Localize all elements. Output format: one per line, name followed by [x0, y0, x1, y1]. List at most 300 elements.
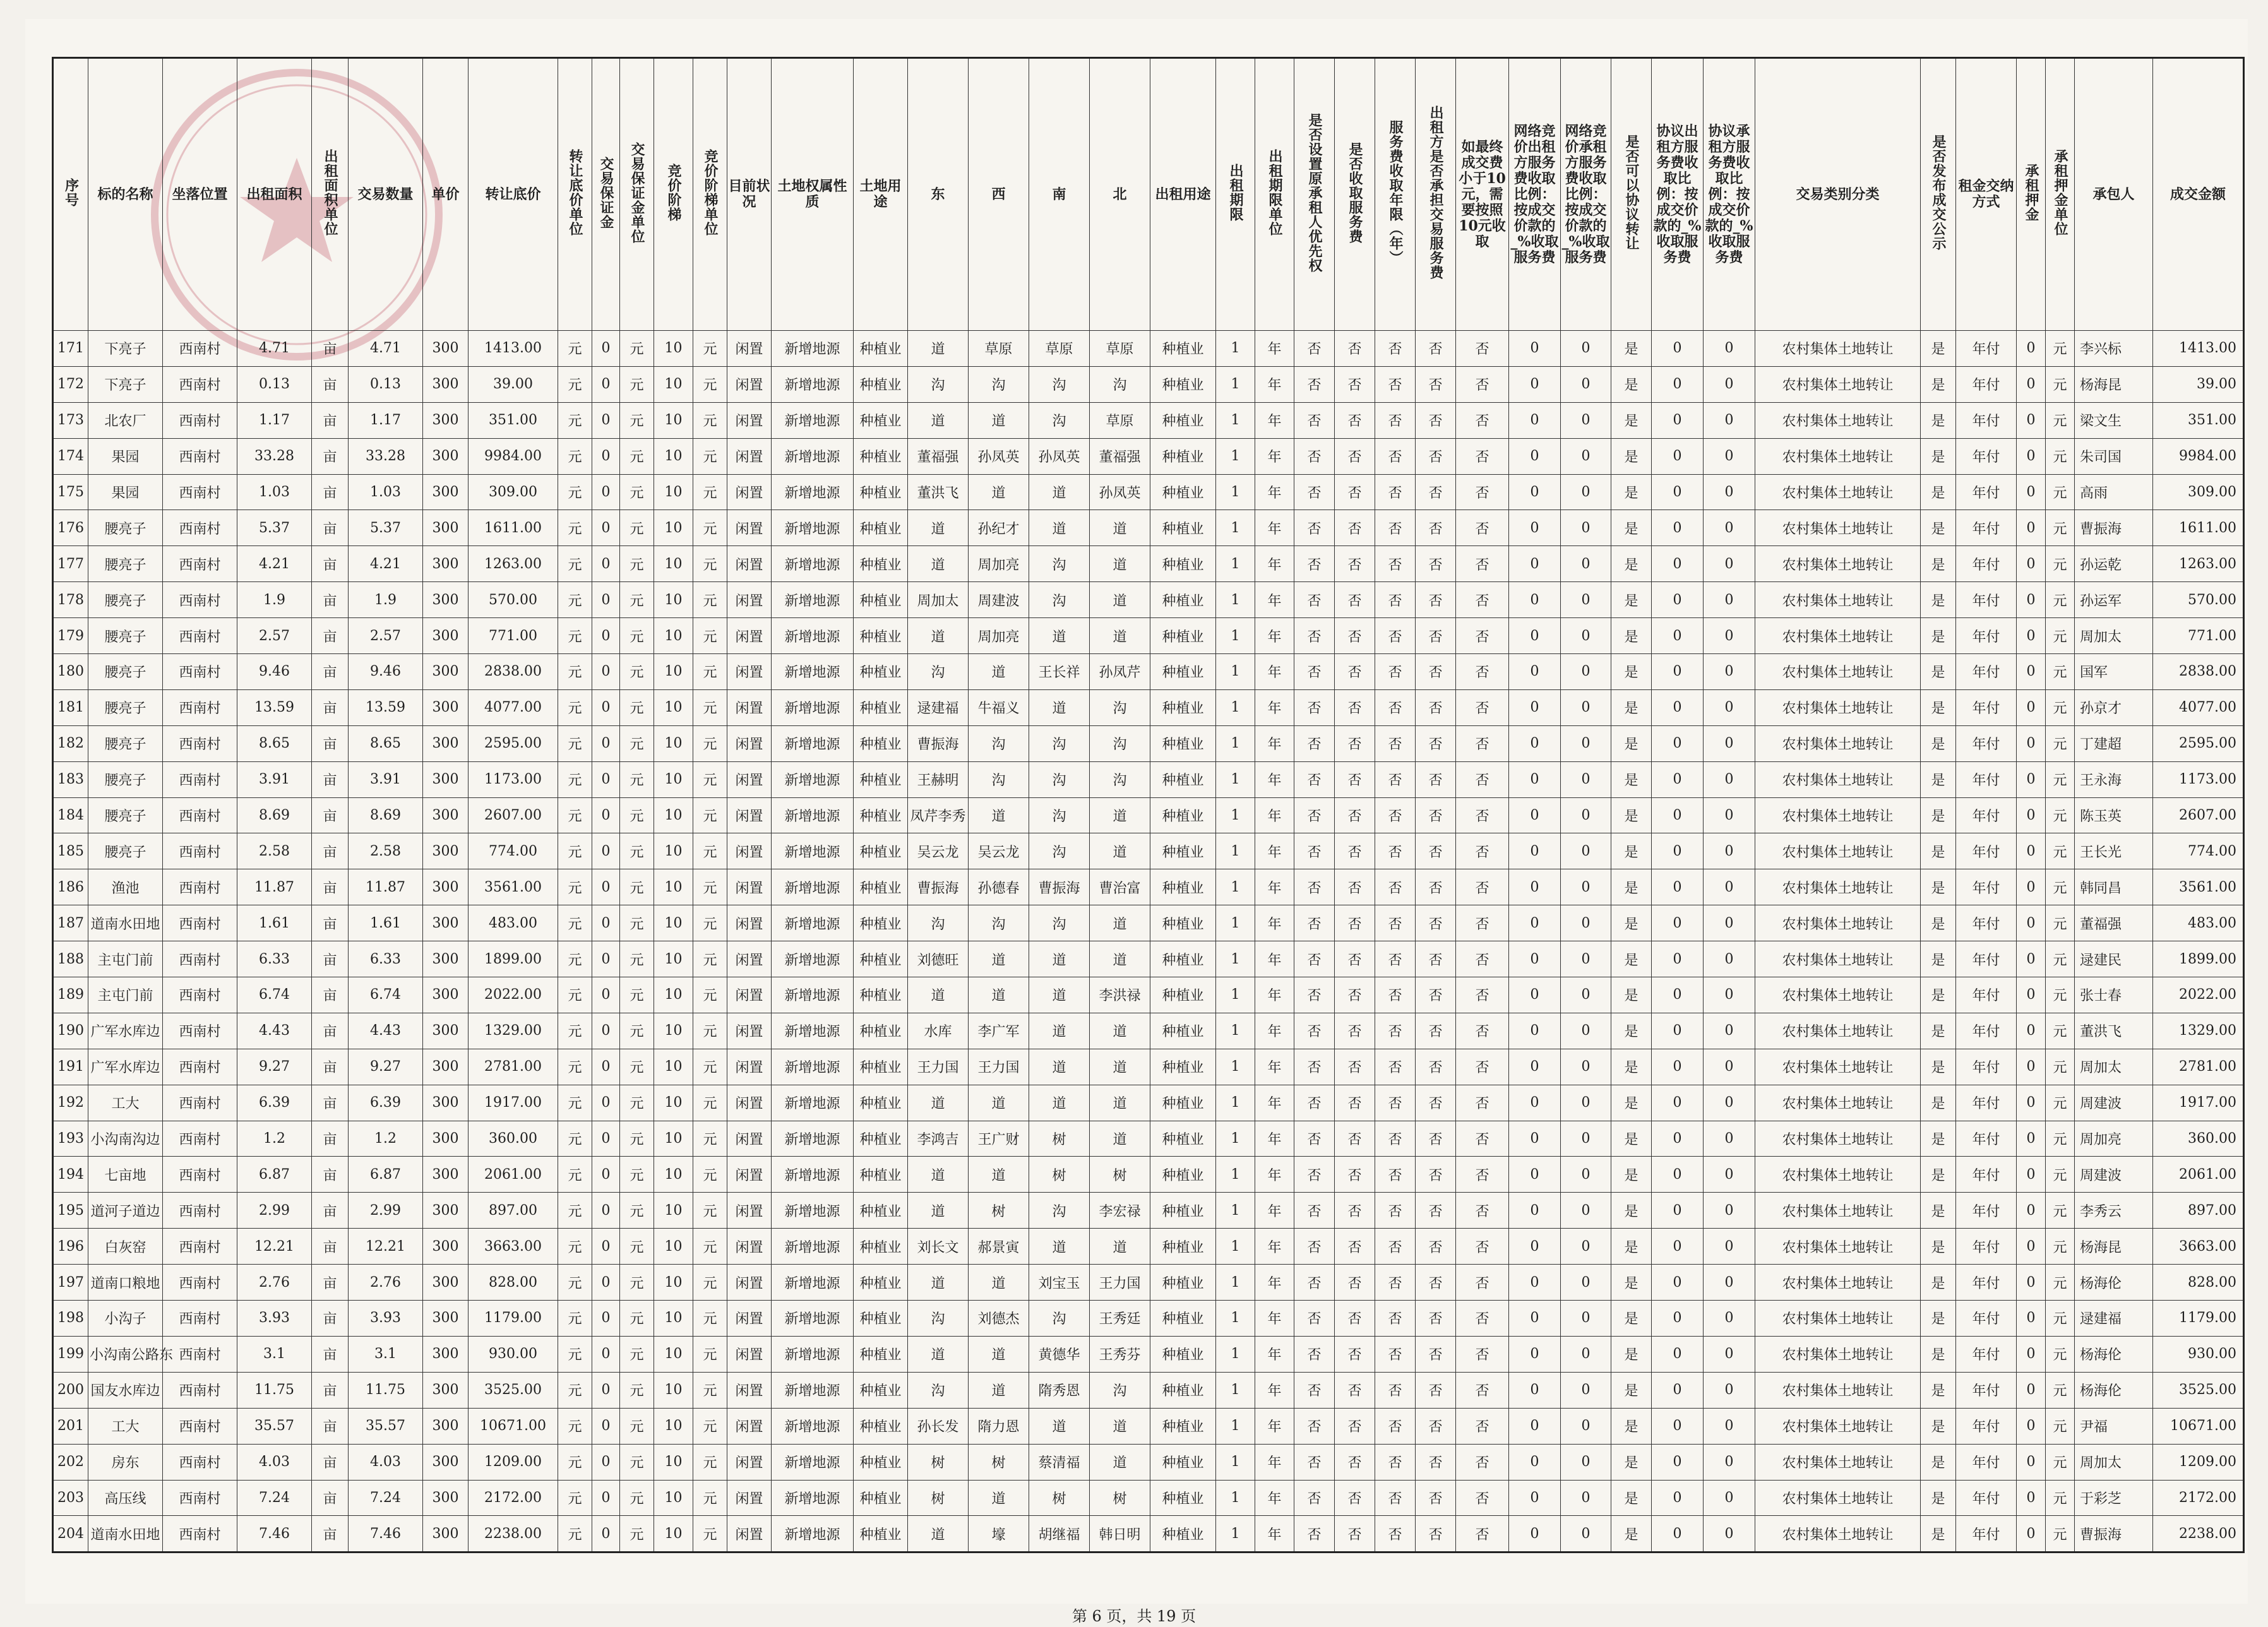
table-cell: 是 [1921, 1121, 1956, 1157]
table-cell: 否 [1416, 1444, 1456, 1480]
table-cell: 300 [423, 1229, 469, 1265]
table-cell: 1 [1216, 1085, 1255, 1121]
table-cell: 2.76 [237, 1265, 312, 1301]
table-cell: 沟 [1029, 582, 1090, 618]
table-cell: 33.28 [237, 438, 312, 474]
table-cell: 道 [908, 402, 969, 438]
column-header-label: 交易保证金单位 [629, 141, 645, 244]
table-cell: 4.71 [237, 331, 312, 367]
table-cell: 1 [1216, 546, 1255, 582]
table-cell: 774.00 [2153, 833, 2244, 869]
table-cell: 董洪飞 [2075, 1013, 2153, 1049]
table-cell: 西南村 [163, 1013, 237, 1049]
table-cell: 是 [1611, 510, 1652, 546]
table-cell: 否 [1294, 1193, 1335, 1229]
column-header-label: 交易保证金 [598, 156, 614, 229]
table-cell: 梁文生 [2075, 402, 2153, 438]
table-cell: 8.65 [349, 725, 423, 761]
table-cell: 828.00 [469, 1265, 558, 1301]
table-cell: 0 [1652, 1408, 1704, 1444]
table-cell: 1 [1216, 510, 1255, 546]
table-cell: 828.00 [2153, 1265, 2244, 1301]
table-cell: 否 [1375, 941, 1416, 977]
table-cell: 0 [592, 1301, 620, 1337]
table-cell: 300 [423, 833, 469, 869]
table-cell: 0 [592, 1265, 620, 1301]
table-cell: 300 [423, 1193, 469, 1229]
table-cell: 是 [1921, 1265, 1956, 1301]
table-body [53, 331, 2244, 1553]
table-cell: 广军水库边 [88, 1049, 163, 1085]
table-cell: 否 [1335, 1480, 1375, 1516]
table-cell: 种植业 [854, 1336, 908, 1372]
table-cell: 道 [1029, 689, 1090, 725]
table-cell: 12.21 [349, 1229, 423, 1265]
table-cell: 种植业 [1150, 905, 1216, 941]
table-cell: 西南村 [163, 1193, 237, 1229]
table-cell: 周加太 [2075, 1444, 2153, 1480]
table-cell: 种植业 [1150, 546, 1216, 582]
table-cell: 闲置 [727, 1336, 772, 1372]
table-cell: 沟 [908, 654, 969, 690]
table-cell: 农村集体土地转让 [1755, 1480, 1921, 1516]
table-cell: 300 [423, 402, 469, 438]
column-header [2017, 58, 2046, 331]
table-cell: 10 [654, 1013, 693, 1049]
table-cell: 0 [592, 474, 620, 510]
table-cell: 0 [592, 654, 620, 690]
table-cell: 元 [2046, 1157, 2075, 1193]
table-cell: 新增地源 [772, 1193, 854, 1229]
table-cell: 否 [1335, 797, 1375, 833]
table-cell: 种植业 [1150, 725, 1216, 761]
table-cell: 否 [1335, 438, 1375, 474]
table-cell: 否 [1294, 1444, 1335, 1480]
column-header-label: 网络竞价出租方服务费收取比例：按成交价款的_%收取服务费 [1510, 122, 1559, 266]
table-cell: 年 [1255, 977, 1294, 1013]
table-cell: 西南村 [163, 654, 237, 690]
table-cell: 树 [969, 1444, 1029, 1480]
table-cell: 300 [423, 1336, 469, 1372]
column-header [1255, 58, 1294, 331]
table-row [53, 1480, 2244, 1516]
table-cell: 种植业 [1150, 1336, 1216, 1372]
table-cell: 0 [592, 1336, 620, 1372]
table-cell: 元 [693, 941, 727, 977]
column-header [558, 58, 592, 331]
table-cell: 年付 [1956, 331, 2017, 367]
table-cell: 否 [1294, 797, 1335, 833]
table-cell: 逯建福 [908, 689, 969, 725]
table-cell: 王秀芬 [1090, 1336, 1150, 1372]
table-cell: 0 [1561, 977, 1611, 1013]
table-cell: 年 [1255, 1085, 1294, 1121]
table-cell: 沟 [908, 366, 969, 402]
table-cell: 年 [1255, 618, 1294, 654]
table-cell: 亩 [312, 1336, 349, 1372]
table-cell: 是 [1921, 618, 1956, 654]
table-cell: 0 [1704, 582, 1755, 618]
table-cell: 道 [1090, 546, 1150, 582]
table-cell: 0 [1652, 366, 1704, 402]
table-cell: 年付 [1956, 869, 2017, 905]
table-cell: 是 [1921, 1085, 1956, 1121]
table-cell: 1179.00 [469, 1301, 558, 1337]
table-cell: 亩 [312, 474, 349, 510]
table-cell: 元 [693, 1121, 727, 1157]
table-cell: 元 [620, 1229, 654, 1265]
table-row [53, 1049, 2244, 1085]
table-cell: 元 [558, 366, 592, 402]
table-cell: 4.21 [237, 546, 312, 582]
table-cell: 182 [53, 725, 88, 761]
table-cell: 是 [1611, 1516, 1652, 1553]
table-cell: 否 [1456, 1229, 1509, 1265]
table-cell: 否 [1375, 1085, 1416, 1121]
table-cell: 元 [558, 1408, 592, 1444]
table-cell: 元 [693, 1336, 727, 1372]
table-cell: 否 [1294, 546, 1335, 582]
table-cell: 否 [1456, 546, 1509, 582]
table-cell: 178 [53, 582, 88, 618]
table-cell: 种植业 [854, 1408, 908, 1444]
table-cell: 果园 [88, 474, 163, 510]
table-cell: 10 [654, 582, 693, 618]
table-cell: 凤芹李秀 [908, 797, 969, 833]
column-header-label: 东 [931, 186, 945, 203]
table-cell: 35.57 [349, 1408, 423, 1444]
table-cell: 300 [423, 1480, 469, 1516]
table-cell: 树 [1090, 1157, 1150, 1193]
table-cell: 否 [1294, 510, 1335, 546]
table-cell: 1 [1216, 1372, 1255, 1408]
table-cell: 1899.00 [469, 941, 558, 977]
table-cell: 否 [1416, 402, 1456, 438]
table-cell: 否 [1375, 1336, 1416, 1372]
table-cell: 种植业 [1150, 941, 1216, 977]
table-cell: 新增地源 [772, 1516, 854, 1553]
table-cell: 否 [1294, 438, 1335, 474]
table-cell: 元 [2046, 546, 2075, 582]
table-cell: 农村集体土地转让 [1755, 1444, 1921, 1480]
table-cell: 10 [654, 941, 693, 977]
column-header-label: 西 [991, 186, 1006, 203]
table-cell: 否 [1335, 402, 1375, 438]
table-cell: 道 [1029, 1049, 1090, 1085]
table-cell: 1.9 [349, 582, 423, 618]
table-cell: 10 [654, 1516, 693, 1553]
table-cell: 1 [1216, 438, 1255, 474]
table-cell: 否 [1294, 1157, 1335, 1193]
table-cell: 道 [1090, 1408, 1150, 1444]
table-cell: 年付 [1956, 1085, 2017, 1121]
table-cell: 否 [1335, 546, 1375, 582]
table-cell: 小沟子 [88, 1301, 163, 1337]
table-cell: 0 [1652, 402, 1704, 438]
table-cell: 腰亮子 [88, 761, 163, 797]
table-cell: 0 [2017, 1121, 2046, 1157]
table-cell: 是 [1611, 1157, 1652, 1193]
table-cell: 是 [1611, 941, 1652, 977]
table-cell: 300 [423, 1013, 469, 1049]
table-cell: 否 [1375, 1157, 1416, 1193]
table-cell: 0 [2017, 689, 2046, 725]
table-cell: 曹振海 [1029, 869, 1090, 905]
table-cell: 360.00 [469, 1121, 558, 1157]
table-cell: 0 [1652, 1121, 1704, 1157]
table-cell: 道 [908, 1265, 969, 1301]
table-cell: 179 [53, 618, 88, 654]
table-cell: 道 [969, 402, 1029, 438]
table-cell: 否 [1294, 869, 1335, 905]
table-cell: 周加亮 [969, 546, 1029, 582]
table-cell: 0 [1704, 1049, 1755, 1085]
table-cell: 否 [1335, 1229, 1375, 1265]
table-cell: 亩 [312, 833, 349, 869]
table-cell: 元 [558, 761, 592, 797]
table-cell: 道 [969, 1085, 1029, 1121]
table-cell: 0 [1561, 1408, 1611, 1444]
table-cell: 腰亮子 [88, 618, 163, 654]
table-cell: 闲置 [727, 1372, 772, 1408]
table-cell: 道 [1029, 1085, 1090, 1121]
table-cell: 300 [423, 1516, 469, 1553]
table-cell: 元 [620, 1336, 654, 1372]
table-cell: 0 [592, 1193, 620, 1229]
table-cell: 否 [1416, 474, 1456, 510]
table-cell: 沟 [908, 905, 969, 941]
table-cell: 2022.00 [2153, 977, 2244, 1013]
table-cell: 农村集体土地转让 [1755, 1516, 1921, 1553]
table-cell: 杨海伦 [2075, 1336, 2153, 1372]
table-cell: 道 [969, 654, 1029, 690]
table-cell: 渔池 [88, 869, 163, 905]
table-cell: 172 [53, 366, 88, 402]
table-cell: 农村集体土地转让 [1755, 546, 1921, 582]
table-cell: 否 [1456, 833, 1509, 869]
table-cell: 否 [1294, 331, 1335, 367]
table-cell: 300 [423, 905, 469, 941]
table-cell: 元 [2046, 1049, 2075, 1085]
table-cell: 196 [53, 1229, 88, 1265]
table-cell: 否 [1456, 1336, 1509, 1372]
table-row [53, 546, 2244, 582]
table-cell: 0 [1704, 1444, 1755, 1480]
table-cell: 房东 [88, 1444, 163, 1480]
table-cell: 新增地源 [772, 797, 854, 833]
table-cell: 新增地源 [772, 941, 854, 977]
table-cell: 工大 [88, 1085, 163, 1121]
column-header-label: 交易类别分类 [1796, 186, 1880, 203]
table-cell: 否 [1375, 1265, 1416, 1301]
table-cell: 2607.00 [469, 797, 558, 833]
table-cell: 种植业 [1150, 654, 1216, 690]
table-cell: 腰亮子 [88, 546, 163, 582]
table-cell: 否 [1335, 1516, 1375, 1553]
column-header-label: 出租期限 [1227, 164, 1244, 222]
table-cell: 6.33 [349, 941, 423, 977]
table-cell: 是 [1921, 1049, 1956, 1085]
table-cell: 树 [1090, 1480, 1150, 1516]
table-cell: 0 [1704, 438, 1755, 474]
table-cell: 种植业 [854, 1013, 908, 1049]
table-cell: 西南村 [163, 941, 237, 977]
table-cell: 元 [2046, 905, 2075, 941]
table-cell: 否 [1375, 833, 1416, 869]
table-cell: 道南水田地 [88, 905, 163, 941]
table-cell: 0 [1561, 402, 1611, 438]
table-cell: 道南水田地 [88, 1516, 163, 1553]
table-cell: 0 [1704, 833, 1755, 869]
table-cell: 否 [1416, 546, 1456, 582]
table-cell: 1173.00 [2153, 761, 2244, 797]
table-cell: 道 [1029, 1013, 1090, 1049]
column-header-label: 土地权属性质 [777, 178, 847, 210]
table-cell: 483.00 [2153, 905, 2244, 941]
table-cell: 0 [1652, 1085, 1704, 1121]
table-cell: 种植业 [1150, 1193, 1216, 1229]
table-cell: 192 [53, 1085, 88, 1121]
table-cell: 否 [1335, 1121, 1375, 1157]
table-cell: 是 [1611, 366, 1652, 402]
table-cell: 沟 [969, 725, 1029, 761]
table-cell: 道 [969, 1265, 1029, 1301]
table-cell: 309.00 [2153, 474, 2244, 510]
table-cell: 0 [1652, 833, 1704, 869]
column-header-label: 竞价阶梯 [665, 164, 682, 222]
table-cell: 0 [1704, 1408, 1755, 1444]
table-cell: 1917.00 [2153, 1085, 2244, 1121]
table-cell: 亩 [312, 797, 349, 833]
table-cell: 8.69 [349, 797, 423, 833]
table-cell: 0 [1509, 366, 1561, 402]
table-cell: 1 [1216, 618, 1255, 654]
table-cell: 否 [1375, 331, 1416, 367]
table-cell: 10 [654, 546, 693, 582]
table-cell: 否 [1456, 654, 1509, 690]
table-cell: 13.59 [237, 689, 312, 725]
table-cell: 道 [969, 977, 1029, 1013]
table-cell: 0 [592, 905, 620, 941]
table-cell: 水库 [908, 1013, 969, 1049]
table-cell: 周加太 [908, 582, 969, 618]
table-row [53, 1301, 2244, 1337]
table-cell: 否 [1375, 761, 1416, 797]
table-cell: 10 [654, 510, 693, 546]
table-cell: 3561.00 [469, 869, 558, 905]
table-row [53, 402, 2244, 438]
table-cell: 亩 [312, 1372, 349, 1408]
table-cell: 774.00 [469, 833, 558, 869]
table-cell: 元 [558, 1121, 592, 1157]
table-row [53, 1516, 2244, 1553]
table-cell: 0 [1652, 1301, 1704, 1337]
table-cell: 元 [558, 438, 592, 474]
table-cell: 元 [693, 1157, 727, 1193]
table-cell: 否 [1375, 797, 1416, 833]
table-cell: 否 [1375, 474, 1416, 510]
table-cell: 沟 [1029, 761, 1090, 797]
table-cell: 2022.00 [469, 977, 558, 1013]
table-cell: 0 [1561, 725, 1611, 761]
table-cell: 1.03 [349, 474, 423, 510]
table-cell: 0 [1652, 725, 1704, 761]
table-cell: 元 [2046, 331, 2075, 367]
table-cell: 闲置 [727, 1229, 772, 1265]
table-row [53, 941, 2244, 977]
table-cell: 198 [53, 1301, 88, 1337]
table-cell: 元 [2046, 1408, 2075, 1444]
table-cell: 0 [1652, 1480, 1704, 1516]
table-cell: 否 [1456, 1193, 1509, 1229]
table-cell: 1899.00 [2153, 941, 2244, 977]
table-cell: 年付 [1956, 833, 2017, 869]
table-cell: 沟 [1029, 797, 1090, 833]
table-cell: 孙运乾 [2075, 546, 2153, 582]
table-cell: 0 [2017, 1480, 2046, 1516]
table-cell: 种植业 [1150, 1085, 1216, 1121]
table-cell: 0 [1652, 761, 1704, 797]
table-cell: 0 [1509, 941, 1561, 977]
table-cell: 否 [1294, 1336, 1335, 1372]
table-cell: 农村集体土地转让 [1755, 1372, 1921, 1408]
table-cell: 新增地源 [772, 618, 854, 654]
column-header-label: 承租押金 [2023, 164, 2039, 222]
table-cell: 元 [620, 1516, 654, 1553]
table-cell: 1 [1216, 761, 1255, 797]
table-cell: 元 [558, 331, 592, 367]
table-cell: 0 [1704, 546, 1755, 582]
table-cell: 新增地源 [772, 438, 854, 474]
table-cell: 树 [1029, 1480, 1090, 1516]
table-cell: 新增地源 [772, 1301, 854, 1337]
table-cell: 西南村 [163, 510, 237, 546]
table-cell: 否 [1294, 618, 1335, 654]
table-cell: 沟 [908, 1372, 969, 1408]
column-header-label: 是否可以协议转让 [1623, 134, 1640, 251]
table-cell: 0 [2017, 438, 2046, 474]
table-cell: 西南村 [163, 977, 237, 1013]
table-cell: 种植业 [854, 1085, 908, 1121]
table-cell: 亩 [312, 618, 349, 654]
table-cell: 西南村 [163, 1157, 237, 1193]
table-cell: 年付 [1956, 1013, 2017, 1049]
table-row [53, 438, 2244, 474]
table-cell: 王永海 [2075, 761, 2153, 797]
table-cell: 4.43 [237, 1013, 312, 1049]
table-cell: 韩日明 [1090, 1516, 1150, 1553]
table-cell: 西南村 [163, 1480, 237, 1516]
table-cell: 10 [654, 1301, 693, 1337]
table-cell: 0 [2017, 797, 2046, 833]
table-cell: 否 [1294, 761, 1335, 797]
column-header-label: 南 [1052, 186, 1066, 203]
table-cell: 元 [558, 1265, 592, 1301]
column-header [2075, 58, 2153, 331]
table-cell: 300 [423, 977, 469, 1013]
table-cell: 9984.00 [469, 438, 558, 474]
table-cell: 否 [1456, 366, 1509, 402]
table-cell: 亩 [312, 977, 349, 1013]
table-row [53, 1085, 2244, 1121]
table-cell: 牛福义 [969, 689, 1029, 725]
table-cell: 1179.00 [2153, 1301, 2244, 1337]
table-cell: 10 [654, 1085, 693, 1121]
table-cell: 0 [1509, 438, 1561, 474]
table-cell: 沟 [1029, 833, 1090, 869]
table-cell: 0 [1561, 1157, 1611, 1193]
table-cell: 白灰窑 [88, 1229, 163, 1265]
